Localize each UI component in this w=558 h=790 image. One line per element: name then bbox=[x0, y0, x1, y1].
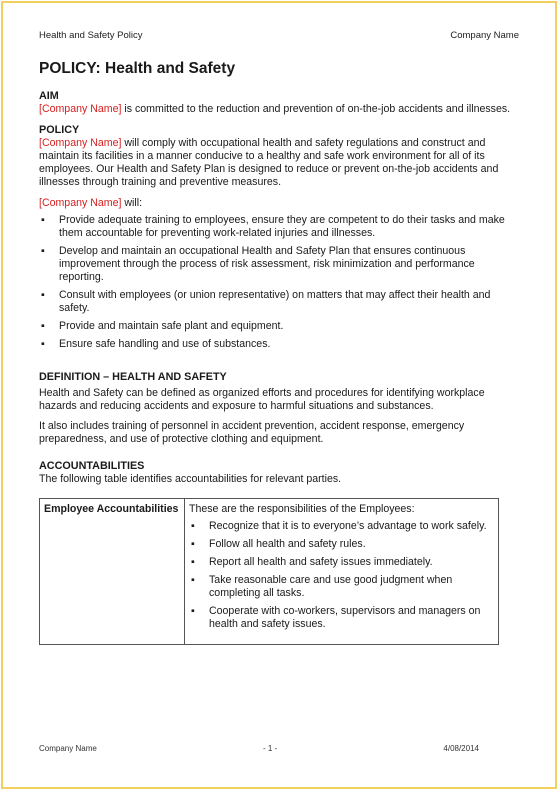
responsibilities-lead: These are the responsibilities of the Employees: bbox=[189, 503, 415, 516]
accountabilities-intro: The following table identifies accountabilities for relevant parties. bbox=[39, 473, 342, 486]
accountabilities-table bbox=[39, 498, 499, 645]
list-item-text: Provide adequate training to employees, ensure they are competent to do their tasks and make them accountable for preventing work-related injuries and illnesses. bbox=[59, 214, 505, 240]
page-footer bbox=[39, 744, 479, 753]
bullet-icon: ▪ bbox=[191, 574, 195, 587]
list-item bbox=[39, 289, 519, 315]
definition-paragraph-1: Health and Safety can be defined as organized efforts and procedures for identifying workplace hazards and reducing accidents and exposure to harmful situations and substances. bbox=[39, 386, 485, 412]
bullet-icon: ▪ bbox=[191, 520, 195, 533]
list-item bbox=[39, 214, 519, 240]
bullet-icon: ▪ bbox=[41, 214, 45, 227]
bullet-icon: ▪ bbox=[191, 538, 195, 551]
policy-company-placeholder: [Company Name] bbox=[39, 137, 122, 150]
list-item bbox=[189, 605, 494, 631]
definition-paragraph-2: It also includes training of personnel in accident prevention, accident response, emergency preparedness, and use of protective clothing and equipment. bbox=[39, 419, 465, 445]
list-item bbox=[189, 538, 494, 551]
accountabilities-heading: ACCOUNTABILITIES bbox=[39, 459, 145, 472]
list-item-text: Consult with employees (or union representative) on matters that may affect their health and safety. bbox=[59, 289, 491, 315]
aim-section bbox=[39, 90, 519, 116]
will-list bbox=[39, 214, 519, 351]
responsibilities-list bbox=[189, 520, 494, 631]
list-item-text: Provide and maintain safe plant and equipment. bbox=[59, 320, 284, 333]
aim-body: is committed to the reduction and prevention of on-the-job accidents and illnesses. bbox=[121, 103, 511, 115]
accountabilities-section bbox=[39, 460, 519, 645]
bullet-icon: ▪ bbox=[41, 289, 45, 302]
list-item-text: Ensure safe handling and use of substances. bbox=[59, 338, 271, 351]
bullet-icon: ▪ bbox=[41, 320, 45, 333]
bullet-icon: ▪ bbox=[191, 605, 195, 618]
definition-heading: DEFINITION – HEALTH AND SAFETY bbox=[39, 370, 227, 383]
aim-text bbox=[39, 103, 519, 116]
will-label: will: bbox=[121, 197, 143, 210]
header-right: Company Name bbox=[450, 30, 519, 41]
policy-text bbox=[39, 137, 519, 189]
bullet-icon: ▪ bbox=[41, 245, 45, 258]
list-item-text: Take reasonable care and use good judgment when completing all tasks. bbox=[209, 574, 453, 600]
footer-page-number: - 1 - bbox=[262, 744, 278, 753]
bullet-icon: ▪ bbox=[191, 556, 195, 569]
table-row bbox=[40, 499, 499, 645]
responsibilities-cell bbox=[185, 499, 499, 645]
list-item bbox=[39, 338, 519, 351]
page-header bbox=[39, 30, 519, 42]
header-left: Health and Safety Policy bbox=[39, 30, 143, 41]
list-item bbox=[189, 520, 494, 533]
aim-company-placeholder: [Company Name] bbox=[39, 103, 122, 115]
list-item bbox=[189, 556, 494, 569]
policy-body: will comply with occupational health and safety regulations and construct and maintain its facilities in a manner conducive to a healthy and safe work environment for all of its employees. Our Health and Safety Plan is designed to reduce or prevent on-the-job accidents and illnesses through training and preventive measures. bbox=[39, 137, 499, 189]
footer-date: 4/08/2014 bbox=[443, 744, 479, 753]
list-item-text: Follow all health and safety rules. bbox=[209, 538, 366, 551]
list-item bbox=[39, 245, 519, 284]
will-company-placeholder: [Company Name] bbox=[39, 197, 122, 210]
list-item-text: Report all health and safety issues immediately. bbox=[209, 556, 433, 569]
list-item-text: Recognize that it is to everyone’s advantage to work safely. bbox=[209, 520, 487, 533]
policy-heading: POLICY bbox=[39, 124, 80, 137]
footer-left: Company Name bbox=[39, 744, 97, 753]
page-title: POLICY: Health and Safety bbox=[39, 59, 236, 77]
policy-section bbox=[39, 124, 519, 189]
will-intro bbox=[39, 197, 519, 210]
definition-section bbox=[39, 371, 519, 446]
document-body bbox=[39, 30, 519, 645]
list-item-text: Cooperate with co-workers, supervisors and managers on health and safety issues. bbox=[209, 605, 481, 631]
list-item bbox=[39, 320, 519, 333]
aim-heading: AIM bbox=[39, 89, 59, 102]
list-item bbox=[189, 574, 494, 600]
bullet-icon: ▪ bbox=[41, 338, 45, 351]
will-section bbox=[39, 197, 519, 351]
role-cell: Employee Accountabilities bbox=[40, 499, 185, 645]
list-item-text: Develop and maintain an occupational Health and Safety Plan that ensures continuous improvement through the process of risk assessment, risk minimization and performance reporting. bbox=[59, 245, 475, 284]
